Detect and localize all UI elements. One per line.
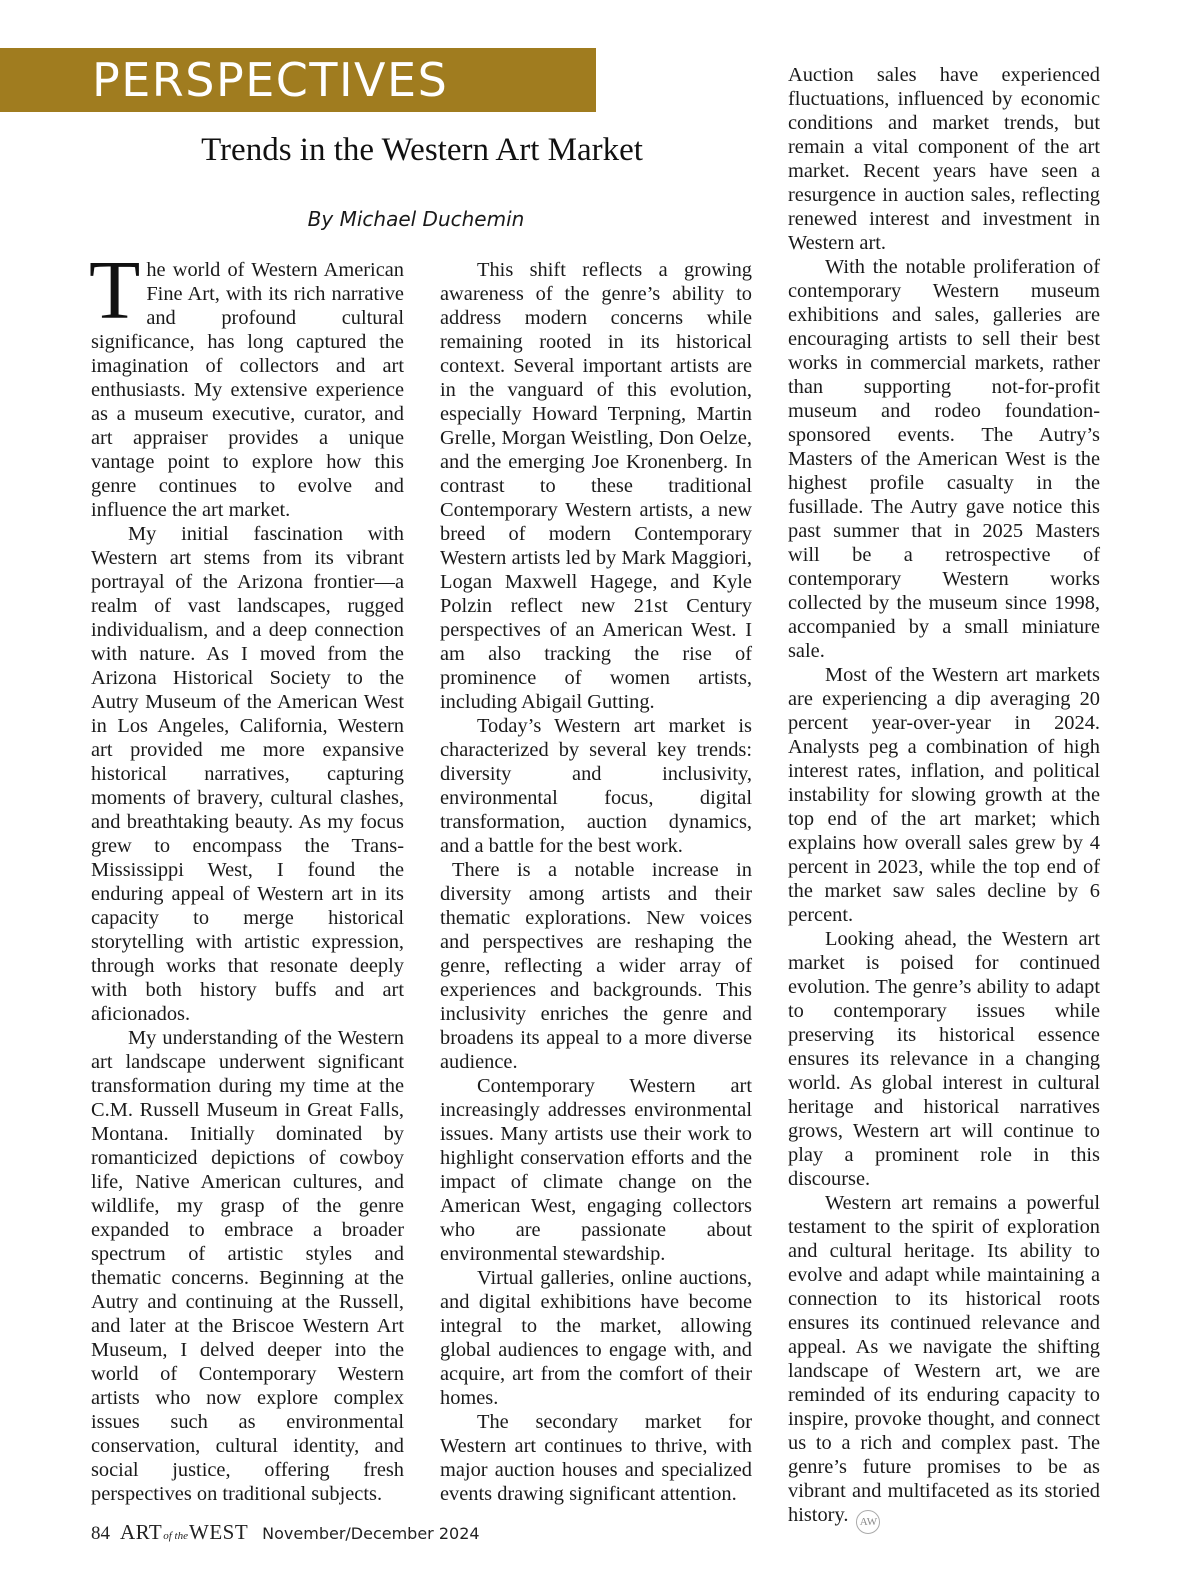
article-title: Trends in the Western Art Market bbox=[201, 132, 643, 168]
paragraph-5: Today’s Western art market is characterized by several key trends: diversity and inclusivity, environmental focus, digital transformation, auction dynamics, and a battle for the best work. bbox=[440, 715, 752, 857]
paragraph-14-text: Western art remains a powerful testament to the spirit of exploration and cultural heritage. Its ability to evolve and adapt while maintaining a connection to its historical roots ensures its continued relevance and appeal. As we navigate the shifting landscape of Western art, we are reminded of its enduring capacity to inspire, provoke thought, and connect us to a rich and complex past. The genre’s future promises to be as vibrant and multifaceted as its storied history. bbox=[788, 1192, 1100, 1526]
article-column-2 bbox=[440, 258, 752, 1506]
section-label: PERSPECTIVES bbox=[92, 53, 449, 107]
article-column-1 bbox=[89, 244, 404, 1506]
paragraph-8: Virtual galleries, online auctions, and digital exhibitions have become integral to the market, allowing global audiences to engage with, and acquire, art from the comfort of their homes. bbox=[440, 1267, 752, 1409]
paragraph-6: There is a notable increase in diversity among artists and their thematic explorations. New voices and perspectives are reshaping the genre, reflecting a wider array of experiences and backgrounds. This inclusivity enriches the genre and broadens its appeal to a more diverse audience. bbox=[440, 859, 752, 1073]
paragraph-9: The secondary market for Western art continues to thrive, with major auction houses and specialized events drawing significant attention. bbox=[440, 1411, 752, 1505]
paragraph-3: My understanding of the Western art landscape underwent significant transformation during my time at the C.M. Russell Museum in Great Falls, Montana. Initially dominated by romanticized depictions of cowboy life, Native American cultures, and wildlife, my grasp of the genre expanded to embrace a broader spectrum of artistic styles and thematic concerns. Beginning at the Autry and continuing at the Russell, and later at the Briscoe Western Art Museum, I delved deeper into the world of Contemporary Western artists who now explore complex issues such as environmental conservation, cultural identity, and social justice, offering fresh perspectives on traditional subjects. bbox=[91, 1027, 404, 1505]
article-byline: By Michael Duchemin bbox=[307, 207, 525, 231]
magazine-name-of-the: of the bbox=[163, 1530, 188, 1542]
paragraph-12: Most of the Western art markets are experiencing a dip averaging 20 percent year-over-year in 2024. Analysts peg a combination of high interest rates, inflation, and political instability for slowing growth at the top end of the art market; which explains how overall sales grew by 4 percent in 2023, while the top end of the market saw sales decline by 6 percent. bbox=[788, 664, 1100, 926]
paragraph-13: Looking ahead, the Western art market is poised for continued evolution. The genre’s ability to adapt to contemporary issues while preserving its historical essence ensures its relevance in a changing world. As global interest in cultural heritage and historical narratives grows, Western art will continue to play a prominent role in this discourse. bbox=[788, 928, 1100, 1190]
paragraph-11: With the notable proliferation of contemporary Western museum exhibitions and sales, galleries are encouraging artists to sell their best works in commercial markets, rather than supporting not-for-profit museum and rodeo foundation-sponsored events. The Autry’s Masters of the American West is the highest profile casualty in the fusillade. The Autry gave notice this past summer that in 2025 Masters will be a retrospective of contemporary Western works collected by the museum since 1998, accompanied by a small miniature sale. bbox=[788, 256, 1100, 662]
paragraph-14 bbox=[788, 1191, 1100, 1534]
section-banner bbox=[0, 48, 596, 112]
paragraph-2: My initial fascination with Western art stems from its vibrant portrayal of the Arizona frontier—a realm of vast landscapes, rugged individualism, and a deep connection with nature. As I moved from the Arizona Historical Society to the Autry Museum of the American West in Los Angeles, California, Western art provided me more expansive historical narratives, capturing moments of bravery, cultural clashes, and breathtaking beauty. As my focus grew to encompass the Trans-Mississippi West, I found the enduring appeal of Western art in its capacity to merge historical storytelling with artistic expression, through works that resonate deeply with both history buffs and art aficionados. bbox=[91, 523, 404, 1025]
paragraph-7: Contemporary Western art increasingly addresses environmental issues. Many artists use their work to highlight conservation efforts and the impact of climate change on the American West, engaging collectors who are passionate about environmental stewardship. bbox=[440, 1075, 752, 1265]
drop-cap: T bbox=[89, 244, 141, 337]
issue-date: November/December 2024 bbox=[262, 1524, 480, 1543]
article-column-3 bbox=[788, 63, 1100, 1534]
paragraph-1-text: he world of Western American Fine Art, with its rich narrative and profound cultural significance, has long captured the imagination of collectors and art enthusiasts. My extensive experience as a museum executive, curator, and art appraiser provides a unique vantage point to explore how this genre continues to evolve and influence the art market. bbox=[91, 259, 404, 521]
end-mark-icon: AW bbox=[856, 1510, 880, 1534]
page-footer bbox=[91, 1520, 480, 1552]
magazine-name-art: ART bbox=[120, 1520, 163, 1544]
paragraph-4: This shift reflects a growing awareness of the genre’s ability to address modern concerns while remaining rooted in its historical context. Several important artists are in the vanguard of this evolution, especially Howard Terpning, Martin Grelle, Morgan Weistling, Don Oelze, and the emerging Joe Kronenberg. In contrast to these traditional Contemporary Western artists, a new breed of modern Contemporary Western artists led by Mark Maggiori, Logan Maxwell Hagege, and Kyle Polzin reflect new 21st Century perspectives of an American West. I am also tracking the rise of prominence of women artists, including Abigail Gutting. bbox=[440, 259, 752, 713]
paragraph-1 bbox=[89, 244, 404, 522]
magazine-name-west: WEST bbox=[189, 1520, 249, 1544]
paragraph-10: Auction sales have experienced fluctuations, influenced by economic conditions and market trends, but remain a vital component of the art market. Recent years have seen a resurgence in auction sales, reflecting renewed interest and investment in Western art. bbox=[788, 64, 1100, 254]
page-number: 84 bbox=[91, 1523, 110, 1544]
